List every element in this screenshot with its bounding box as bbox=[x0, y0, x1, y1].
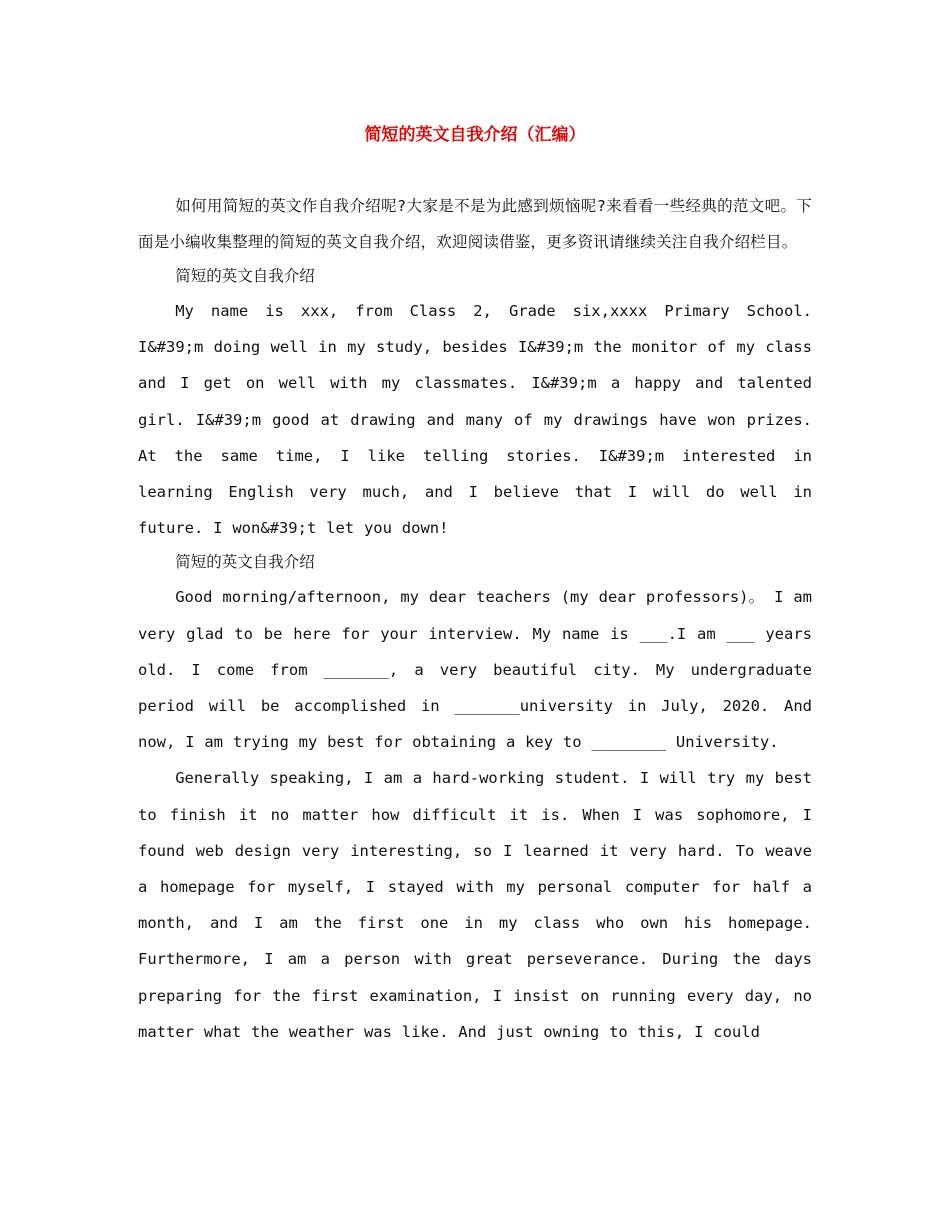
intro-paragraph: 如何用简短的英文作自我介绍呢?大家是不是为此感到烦恼呢?来看看一些经典的范文吧。下面是小编收集整理的简短的英文自我介绍，欢迎阅读借鉴，更多资讯请继续关注自我介绍栏目。 bbox=[138, 197, 812, 251]
document-body bbox=[138, 188, 812, 1050]
section-heading-2: 简短的英文自我介绍 bbox=[175, 553, 315, 572]
section-2-paragraph-2: Generally speaking, I am a hard-working student. I will try my best to finish it no matter how difficult it is. When I was sophomore, I found web design very interesting, so I learned it very hard. To weave a homepage for myself, I stayed with my personal computer for half a month, and I am the first one in my class who own his homepage. Furthermore, I am a person with great perseverance. During the days preparing for the first examination, I insist on running every day, no matter what the weather was like. And just owning to this, I could bbox=[138, 769, 812, 1041]
section-1-paragraph-1: My name is xxx, from Class 2, Grade six,xxxx Primary School. I&#39;m doing well in my study, besides I&#39;m the monitor of my class and I get on well with my classmates. I&#39;m a happy and talented girl. I&#39;m good at drawing and many of my drawings have won prizes. At the same time, I like telling stories. I&#39;m interested in learning English very much, and I believe that I will do well in future. I won&#39;t let you down! bbox=[138, 302, 812, 538]
section-2-paragraph-1: Good morning/afternoon, my dear teachers (my dear professors)。 I am very glad to be here for your interview. My name is ___.I am ___ years old. I come from _______, a very beautiful city. My undergraduate period will be accomplished in _______university in July, 2020. And now, I am trying my best for obtaining a key to ________ University. bbox=[138, 588, 812, 752]
document-title: 简短的英文自我介绍（汇编） bbox=[364, 125, 586, 145]
section-heading-1: 简短的英文自我介绍 bbox=[175, 267, 315, 285]
